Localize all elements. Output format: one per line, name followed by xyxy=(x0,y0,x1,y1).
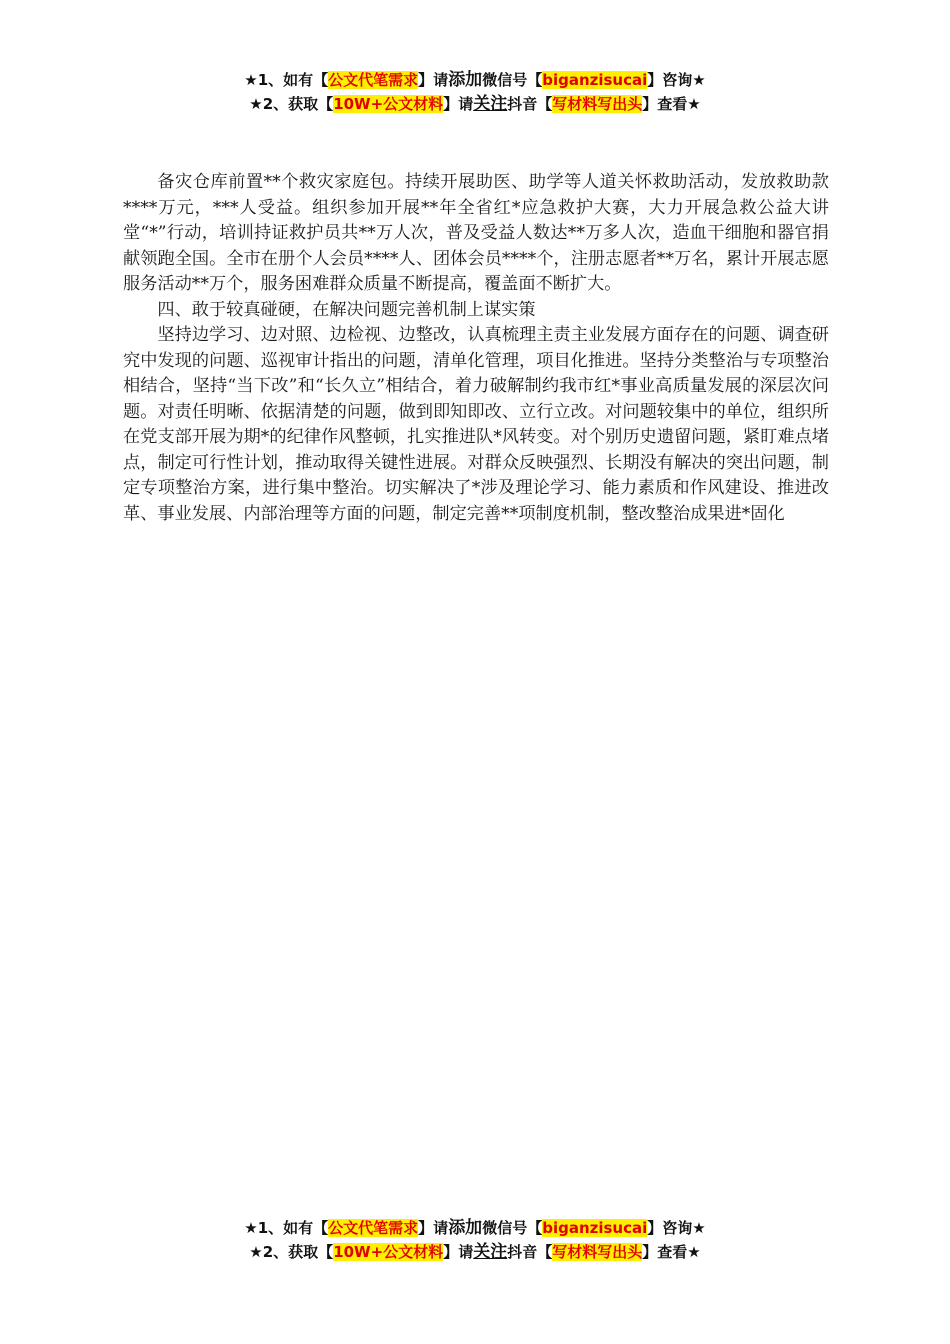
promo-emphasis: 添加 xyxy=(448,70,483,90)
promo-highlight: biganzisucai xyxy=(542,71,648,89)
promo-highlight: 公文代笔需求 xyxy=(328,1219,419,1237)
promo-text: 微信号【 xyxy=(482,71,543,89)
promo-text: 】查看★ xyxy=(642,95,701,113)
promo-text: 抖音【 xyxy=(507,95,553,113)
promo-text: ★2、获取【 xyxy=(249,1243,334,1261)
promo-emphasis: 关注 xyxy=(473,94,508,114)
promo-banner-bottom xyxy=(0,1216,950,1264)
document-body xyxy=(123,170,829,527)
paragraph-relief: 备灾仓库前置**个救灾家庭包。持续开展助医、助学等人道关怀救助活动，发放救助款****万元，***人受益。组织参加开展**年全省红*应急救护大赛，大力开展急救公益大讲堂“*”行动，培训持证救护员共**万人次，普及受益人数达**万多人次，造血干细胞和器官捐献领跑全国。全市在册个人会员****人、团体会员****个，注册志愿者**万名，累计开展志愿服务活动**万个，服务困难群众质量不断提高，覆盖面不断扩大。 xyxy=(123,172,829,294)
promo-text: 】请 xyxy=(443,95,474,113)
promo-highlight: 10W+公文材料 xyxy=(333,1243,444,1261)
promo-line-2 xyxy=(0,92,950,116)
promo-text: 微信号【 xyxy=(482,1219,543,1237)
section-heading-4: 四、敢于较真碰硬，在解决问题完善机制上谋实策 xyxy=(157,299,536,320)
promo-text: 】请 xyxy=(443,1243,474,1261)
promo-line-1 xyxy=(0,1216,950,1240)
promo-text: 】咨询★ xyxy=(647,71,706,89)
promo-highlight: 写材料写出头 xyxy=(552,1243,643,1261)
promo-banner-top xyxy=(0,68,950,116)
promo-highlight: 公文代笔需求 xyxy=(328,71,419,89)
promo-emphasis: 添加 xyxy=(448,1218,483,1238)
paragraph-rectification: 坚持边学习、边对照、边检视、边整改，认真梳理主责主业发展方面存在的问题、调查研究中发现的问题、巡视审计指出的问题，清单化管理，项目化推进。坚持分类整治与专项整治相结合，坚持“当下改”和“长久立”相结合，着力破解制约我市红*事业高质量发展的深层次问题。对责任明晰、依据清楚的问题，做到即知即改、立行立改。对问题较集中的单位，组织所在党支部开展为期*的纪律作风整顿，扎实推进队*风转变。对个别历史遗留问题，紧盯难点堵点，制定可行性计划，推动取得关键性进展。对群众反映强烈、长期没有解决的突出问题，制定专项整治方案，进行集中整治。切实解决了*涉及理论学习、能力素质和作风建设、推进改革、事业发展、内部治理等方面的问题，制定完善**项制度机制，整改整治成果进*固化 xyxy=(123,325,829,524)
promo-text: ★1、如有【 xyxy=(244,71,329,89)
promo-line-1 xyxy=(0,68,950,92)
promo-emphasis: 关注 xyxy=(473,1242,508,1262)
promo-text: 】查看★ xyxy=(642,1243,701,1261)
promo-highlight: 写材料写出头 xyxy=(552,95,643,113)
promo-text: 抖音【 xyxy=(507,1243,553,1261)
promo-text: ★1、如有【 xyxy=(244,1219,329,1237)
promo-line-2 xyxy=(0,1240,950,1264)
promo-text: ★2、获取【 xyxy=(249,95,334,113)
promo-text: 】咨询★ xyxy=(647,1219,706,1237)
promo-highlight: biganzisucai xyxy=(542,1219,648,1237)
promo-text: 】请 xyxy=(418,1219,449,1237)
promo-highlight: 10W+公文材料 xyxy=(333,95,444,113)
promo-text: 】请 xyxy=(418,71,449,89)
